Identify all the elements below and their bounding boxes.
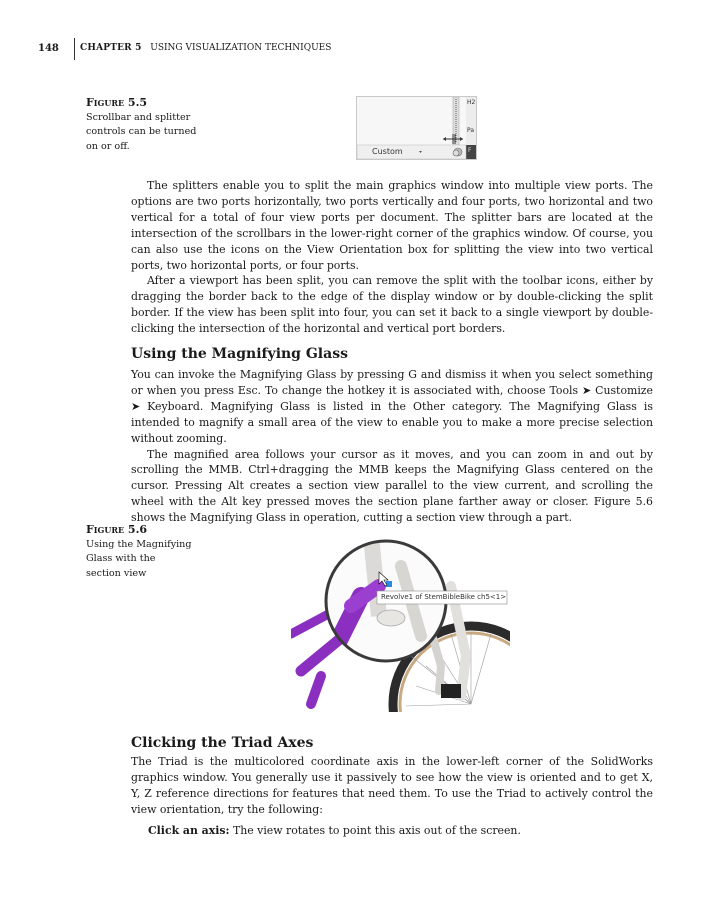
selection-tooltip: Revolve1 of StemBibleBike ch5<1> [381,593,507,601]
figure-5-6-image [291,526,510,712]
paragraph: You can invoke the Magnifying Glass by pressing G and dismiss it when you select something or when you press Esc. To change the hotkey it is associated with, choose Tools ➤ Customize ➤ Keyboard. Magnifying Glass is listed in the Other category. The Magnifying Glass is intended to magnify a small area of the view to enable you to make a more precise selection without zooming. [131,368,653,445]
body-text-triad [131,754,653,818]
body-text-magnifying [131,367,653,526]
custom-dropdown-label: Custom [372,147,403,156]
figure-5-5-image [356,96,477,160]
figure-5-5-label: Figure 5.5 [86,96,148,109]
bullet-text: The view rotates to point this axis out of the screen. [232,824,521,837]
figure-5-5-caption [86,96,196,154]
header-divider [74,38,75,60]
caption-line: Scrollbar and splitter [86,111,191,123]
side-label-bottom: F [468,147,472,154]
figure-5-6-label: Figure 5.6 [86,523,148,536]
page-number: 148 [38,43,59,54]
caption-line: section view [86,567,147,579]
caption-line: on or off. [86,140,130,152]
caption-line: controls can be turned [86,126,197,138]
figure-5-6-caption [86,523,192,581]
paragraph: The splitters enable you to split the main graphics window into multiple view ports. The options are two ports horizontally, two ports vertically and four ports, two horizontal and two vertical for a total of four view ports per document. The splitter bars are located at the intersection of the scrollbars in the lower-right corner of the graphics window. Of course, you can also use the icons on the View Orientation box for splitting the view into two vertical ports, two horizontal ports, or four ports. [131,179,653,272]
chapter-label: CHAPTER 5 [80,43,142,53]
paragraph: The magnified area follows your cursor as it moves, and you can zoom in and out by scrolling the MMB. Ctrl+dragging the MMB keeps the Magnifying Glass centered on the cursor. Pressing Alt creates a section view parallel to the view current, and scrolling the wheel with the Alt key pressed moves the section plane farther away or closer. Figure 5.6 shows the Magnifying Glass in operation, cutting a section view through a part. [131,447,653,525]
triad-bullet-item [148,824,521,837]
running-header [80,43,331,53]
bullet-term: Click an axis: [148,824,230,837]
paragraph: After a viewport has been split, you can remove the split with the toolbar icons, either by dragging the border back to the edge of the display window or by double-clicking the split border. If the view has been split into four, you can set it back to a single viewport by double-clicking the intersection of the horizontal and vertical port borders. [131,274,653,336]
section-heading: Clicking the Triad Axes [131,735,314,751]
body-text-splitters [131,178,653,337]
caption-line: Glass with the [86,553,156,565]
chapter-title: USING VISUALIZATION TECHNIQUES [150,43,332,53]
side-label-top: H2 [467,99,476,106]
bike-illustration [291,526,510,712]
paragraph: The Triad is the multicolored coordinate axis in the lower-left corner of the SolidWorks graphics window. You generally use it passively to see how the view is oriented and to get X, Y, Z reference directions for features that need them. To use the Triad to actively control the view orientation, try the following: [131,755,653,816]
caption-line: Using the Magnifying [86,538,192,550]
side-label-mid: Pa [467,127,475,134]
section-heading: Using the Magnifying Glass [131,346,348,362]
